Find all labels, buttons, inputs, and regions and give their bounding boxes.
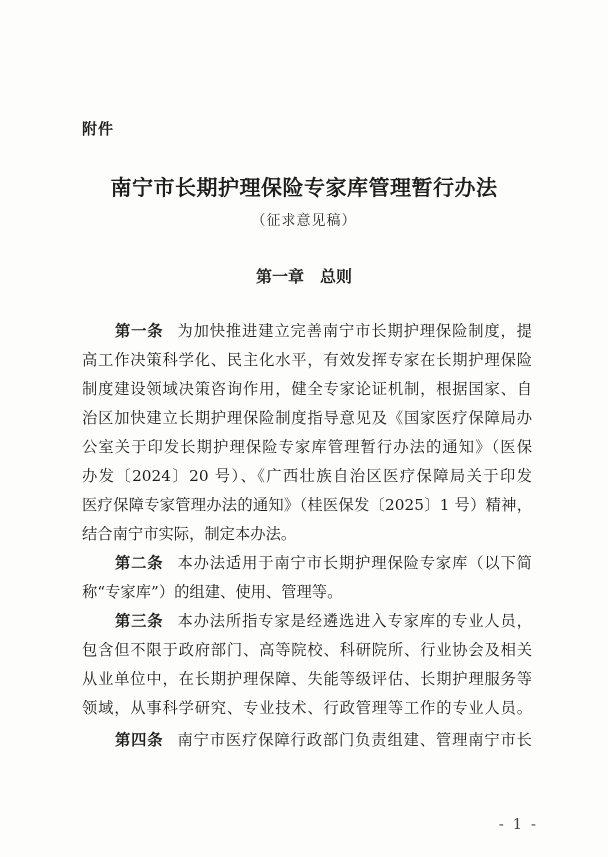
page-number: - 1 -: [498, 815, 538, 833]
article-3-line-4: 领域，从事科学研究、专业技术、行政管理等工作的专业人员。: [82, 699, 532, 717]
article-1-line-5: 公室关于印发长期护理保险专家库管理暂行办法的通知》（医保: [82, 438, 532, 456]
article-1-text: 为加快推进建立完善南宁市长期护理保险制度，提: [177, 322, 532, 340]
article-2-line-2: 称“专家库”）的组建、使用、管理等。: [82, 583, 343, 601]
chapter-heading: [0, 264, 608, 287]
article-3-line-1: [115, 611, 532, 631]
article-4-text: 南宁市医疗保障行政部门负责组建、管理南宁市长: [177, 731, 532, 749]
article-2-text: 本办法适用于南宁市长期护理保险专家库（以下简: [177, 554, 532, 572]
article-2-line-1: [115, 553, 532, 573]
article-1-line-8: 结合南宁市实际，制定本办法。: [82, 525, 297, 543]
article-3-text: 本办法所指专家是经遴选进入专家库的专业人员，: [177, 612, 532, 630]
attachment-label: 附件: [82, 120, 115, 138]
article-4-line-1: [115, 730, 532, 750]
article-1-line-7: 医疗保障专家管理办法的通知》（桂医保发〔2025〕1 号）精神，: [82, 496, 532, 514]
article-1-line-3: 制度建设领域决策咨询作用，健全专家论证机制，根据国家、自: [82, 380, 532, 398]
article-4-head: 第四条: [115, 731, 164, 749]
article-1-head: 第一条: [115, 322, 164, 340]
article-3-line-2: 包含但不限于政府部门、高等院校、科研院所、行业协会及相关: [82, 641, 532, 659]
document-title: 南宁市长期护理保险专家库管理暂行办法: [110, 175, 498, 200]
article-2-head: 第二条: [115, 554, 164, 572]
article-1-line-4: 治区加快建立长期护理保险制度指导意见及《国家医疗保障局办: [82, 409, 532, 427]
article-1-line-2: 高工作决策科学化、民主化水平，有效发挥专家在长期护理保险: [82, 351, 532, 369]
document-subtitle: （征求意见稿）: [251, 213, 357, 229]
article-1-line-1: [115, 321, 532, 341]
article-1-line-6: 办发〔2024〕20 号）、《广西壮族自治区医疗保障局关于印发: [82, 467, 532, 485]
chapter-number: 第一章: [255, 267, 304, 286]
chapter-name: 总则: [320, 267, 353, 286]
article-3-head: 第三条: [115, 612, 164, 630]
article-3-line-3: 从业单位中，在长期护理保障、失能等级评估、长期护理服务等: [82, 670, 532, 688]
